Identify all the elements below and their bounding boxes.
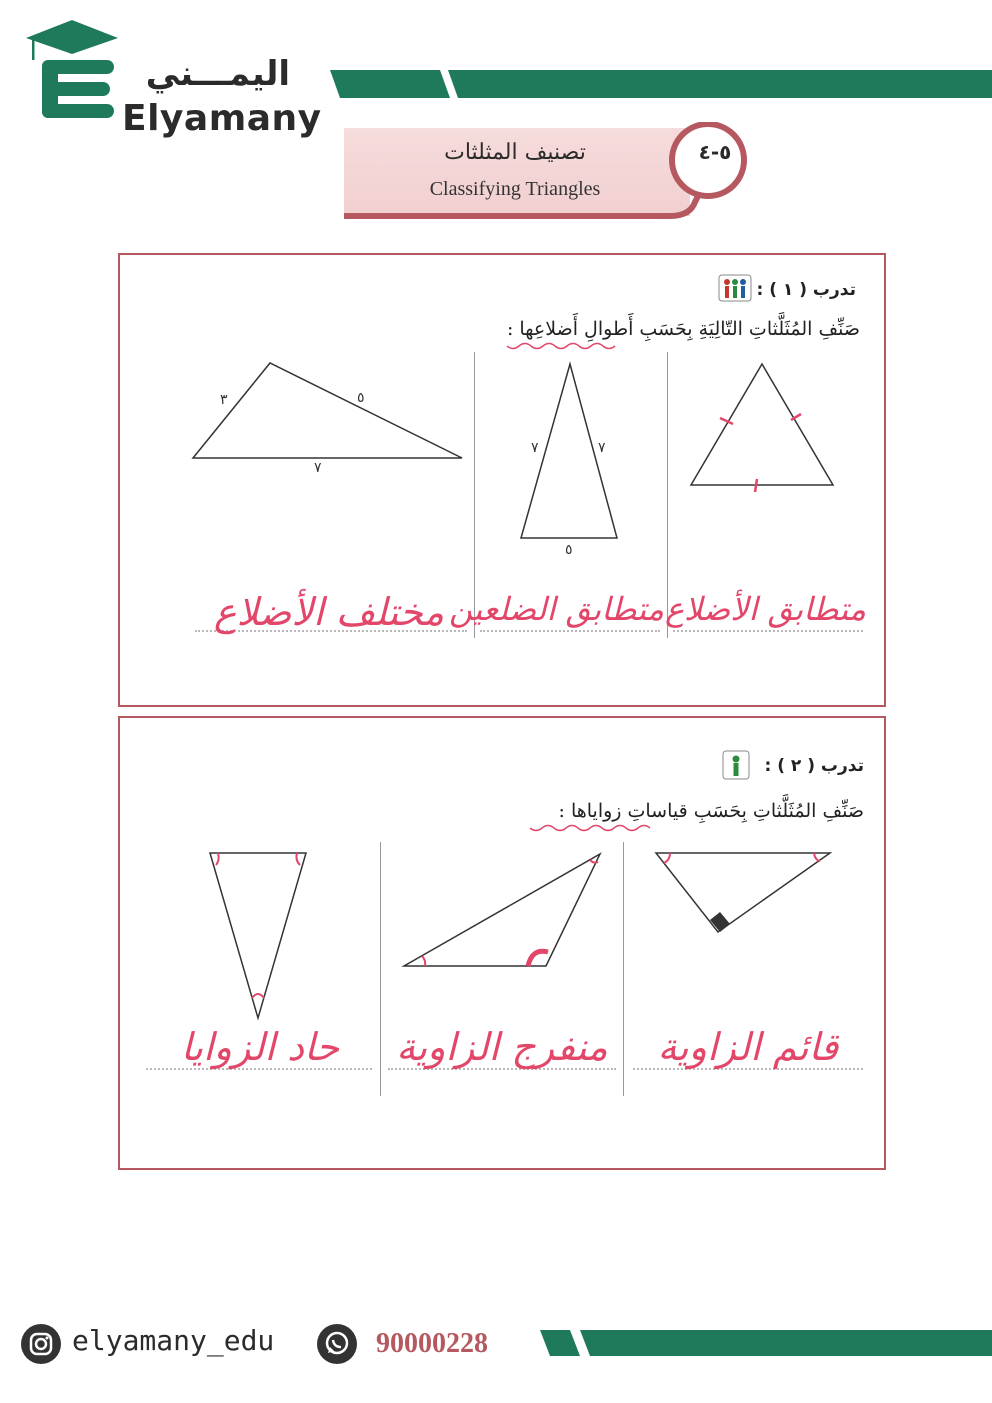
- exercise-1-title: تدرب ( ١ ) :: [756, 280, 856, 300]
- students-icon: [718, 274, 752, 302]
- answer-right: قائم الزاوية: [657, 1025, 839, 1069]
- answer-line: [673, 630, 863, 632]
- lesson-banner: [340, 122, 760, 222]
- scalene-triangle: [185, 355, 475, 475]
- lesson-number: ٥-٤: [698, 140, 732, 164]
- divider: [623, 842, 624, 1096]
- answer-line: [480, 630, 660, 632]
- side-label: ٥: [357, 390, 365, 406]
- answer-obtuse: منفرج الزاوية: [396, 1025, 608, 1069]
- header-stripe: [330, 68, 992, 100]
- answer-isosceles: متطابق الضلعين: [449, 590, 664, 628]
- side-label: ٧: [314, 460, 322, 476]
- student-icon: [722, 750, 750, 780]
- side-label: ٧: [531, 440, 539, 456]
- whatsapp-icon: [316, 1323, 358, 1365]
- logo-english-text: Elyamany: [122, 98, 322, 139]
- lesson-title-english: Classifying Triangles: [429, 178, 601, 200]
- answer-acute: حاد الزوايا: [180, 1025, 340, 1069]
- footer-stripe: [540, 1328, 992, 1358]
- side-label: ٣: [220, 392, 228, 408]
- side-label: ٥: [565, 542, 573, 558]
- logo-arabic-text: اليمـــني: [145, 54, 290, 94]
- instruction-underline: [528, 824, 658, 836]
- divider: [380, 842, 381, 1096]
- answer-equilateral: متطابق الأضلاع: [664, 590, 866, 628]
- logo-mark: [22, 14, 122, 134]
- instagram-handle: elyamany_edu: [72, 1324, 275, 1357]
- exercise-2-instruction: صَنِّفِ المُثَلَّثاتِ بِحَسَبِ قياساتِ زواياها :: [558, 800, 864, 822]
- equilateral-triangle: [685, 358, 840, 493]
- side-label: ٧: [598, 440, 606, 456]
- instagram-icon: [20, 1323, 62, 1365]
- acute-triangle: [205, 848, 313, 1023]
- lesson-title-arabic: تصنيف المثلثات: [444, 140, 586, 165]
- instruction-underline: [505, 342, 625, 354]
- answer-scalene: مختلف الأضلاع: [213, 590, 445, 634]
- obtuse-triangle: [398, 848, 608, 973]
- phone-number: 90000228: [376, 1328, 488, 1359]
- right-triangle: [650, 848, 835, 938]
- exercise-2-title: تدرب ( ٢ ) :: [764, 756, 864, 776]
- exercise-1-instruction: صَنِّفِ المُثَلَّثاتِ التّالِيَةِ بِحَسَبِ أَطوالِ أَضلاعِها :: [506, 318, 860, 340]
